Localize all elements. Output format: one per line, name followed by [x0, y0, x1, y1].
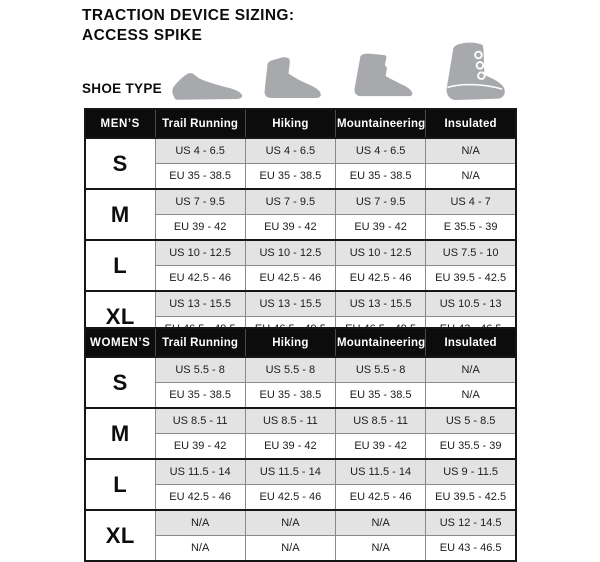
us-size-value-cell: US 13 - 15.5 [336, 291, 426, 317]
us-size-value-cell: US 5 - 8.5 [426, 408, 516, 434]
page-title-line1: TRACTION DEVICE SIZING: [82, 7, 295, 24]
us-size-value-cell: US 8.5 - 11 [245, 408, 335, 434]
men-size-group-XL-us-row [85, 291, 516, 317]
us-size-value-cell: US 9 - 11.5 [426, 459, 516, 485]
size-label-cell: M [85, 189, 155, 240]
mens-column-mountaineering: Mountaineering [336, 109, 426, 138]
women-size-group-M-us-row [85, 408, 516, 434]
us-size-value-cell: US 8.5 - 11 [336, 408, 426, 434]
mens-sizing-table [84, 108, 517, 343]
eu-size-value-cell: EU 35 - 38.5 [155, 164, 245, 190]
us-size-value-cell: US 5.5 - 8 [336, 357, 426, 383]
womens-column-trail-running: Trail Running [155, 328, 245, 357]
eu-size-value-cell: EU 42.5 - 46 [155, 266, 245, 292]
eu-size-value-cell: EU 35 - 38.5 [336, 383, 426, 409]
eu-size-value-cell: EU 43 - 46.5 [426, 536, 516, 562]
mountaineering-boot-icon [346, 47, 418, 102]
men-size-group-M-us-row [85, 189, 516, 215]
us-size-value-cell: US 13 - 15.5 [155, 291, 245, 317]
eu-size-value-cell: N/A [245, 536, 335, 562]
us-size-value-cell: US 5.5 - 8 [155, 357, 245, 383]
mens-gender-header: MEN’S [85, 109, 155, 138]
hiking-boot-icon [257, 52, 327, 102]
us-size-value-cell: US 4 - 6.5 [245, 138, 335, 164]
us-size-value-cell: N/A [426, 357, 516, 383]
eu-size-value-cell: N/A [426, 164, 516, 190]
mens-column-hiking: Hiking [245, 109, 335, 138]
womens-gender-header: WOMEN’S [85, 328, 155, 357]
eu-size-value-cell: N/A [155, 536, 245, 562]
us-size-value-cell: N/A [336, 510, 426, 536]
us-size-value-cell: US 4 - 6.5 [336, 138, 426, 164]
womens-table-header-row [85, 328, 516, 357]
womens-column-hiking: Hiking [245, 328, 335, 357]
eu-size-value-cell: EU 35 - 38.5 [155, 383, 245, 409]
size-label-cell: XL [85, 291, 155, 342]
us-size-value-cell: US 7 - 9.5 [155, 189, 245, 215]
us-size-value-cell: US 7.5 - 10 [426, 240, 516, 266]
eu-size-value-cell: EU 42.5 - 46 [336, 266, 426, 292]
us-size-value-cell: N/A [426, 138, 516, 164]
us-size-value-cell: US 4 - 6.5 [155, 138, 245, 164]
page-title [82, 6, 294, 46]
eu-size-value-cell: EU 35 - 38.5 [245, 383, 335, 409]
eu-size-value-cell: E 35.5 - 39 [426, 215, 516, 241]
eu-size-value-cell: EU 35 - 38.5 [336, 164, 426, 190]
us-size-value-cell: N/A [155, 510, 245, 536]
size-label-cell: M [85, 408, 155, 459]
us-size-value-cell: US 8.5 - 11 [155, 408, 245, 434]
eu-size-value-cell: EU 39 - 42 [336, 215, 426, 241]
eu-size-value-cell: EU 35 - 38.5 [245, 164, 335, 190]
size-label-cell: S [85, 357, 155, 408]
us-size-value-cell: US 11.5 - 14 [155, 459, 245, 485]
us-size-value-cell: US 10 - 12.5 [336, 240, 426, 266]
us-size-value-cell: US 10.5 - 13 [426, 291, 516, 317]
women-size-group-L-us-row [85, 459, 516, 485]
eu-size-value-cell: EU 39.5 - 42.5 [426, 485, 516, 511]
us-size-value-cell: US 4 - 7 [426, 189, 516, 215]
mens-column-insulated: Insulated [426, 109, 516, 138]
women-size-group-XL-us-row [85, 510, 516, 536]
womens-sizing-table [84, 327, 517, 562]
us-size-value-cell: US 12 - 14.5 [426, 510, 516, 536]
size-label-cell: L [85, 459, 155, 510]
mens-column-trail-running: Trail Running [155, 109, 245, 138]
page-title-line2: ACCESS SPIKE [82, 27, 203, 44]
eu-size-value-cell: EU 42.5 - 46 [245, 485, 335, 511]
us-size-value-cell: US 11.5 - 14 [245, 459, 335, 485]
eu-size-value-cell: EU 35.5 - 39 [426, 434, 516, 460]
size-label-cell: S [85, 138, 155, 189]
us-size-value-cell: US 11.5 - 14 [336, 459, 426, 485]
shoe-type-label: SHOE TYPE [82, 81, 162, 96]
size-label-cell: L [85, 240, 155, 291]
eu-size-value-cell: EU 39 - 42 [245, 434, 335, 460]
womens-column-insulated: Insulated [426, 328, 516, 357]
us-size-value-cell: N/A [245, 510, 335, 536]
trail-running-shoe-icon [166, 64, 246, 102]
us-size-value-cell: US 7 - 9.5 [336, 189, 426, 215]
men-size-group-S-us-row [85, 138, 516, 164]
us-size-value-cell: US 13 - 15.5 [245, 291, 335, 317]
us-size-value-cell: US 5.5 - 8 [245, 357, 335, 383]
eu-size-value-cell: N/A [426, 383, 516, 409]
us-size-value-cell: US 7 - 9.5 [245, 189, 335, 215]
us-size-value-cell: US 10 - 12.5 [245, 240, 335, 266]
eu-size-value-cell: EU 39 - 42 [155, 215, 245, 241]
us-size-value-cell: US 10 - 12.5 [155, 240, 245, 266]
eu-size-value-cell: EU 39.5 - 42.5 [426, 266, 516, 292]
women-size-group-S-us-row [85, 357, 516, 383]
womens-column-mountaineering: Mountaineering [336, 328, 426, 357]
size-label-cell: XL [85, 510, 155, 561]
insulated-boot-icon [436, 41, 512, 103]
eu-size-value-cell: EU 39 - 42 [336, 434, 426, 460]
men-size-group-L-us-row [85, 240, 516, 266]
eu-size-value-cell: N/A [336, 536, 426, 562]
mens-table-header-row [85, 109, 516, 138]
eu-size-value-cell: EU 42.5 - 46 [245, 266, 335, 292]
eu-size-value-cell: EU 42.5 - 46 [336, 485, 426, 511]
eu-size-value-cell: EU 42.5 - 46 [155, 485, 245, 511]
eu-size-value-cell: EU 39 - 42 [245, 215, 335, 241]
eu-size-value-cell: EU 39 - 42 [155, 434, 245, 460]
